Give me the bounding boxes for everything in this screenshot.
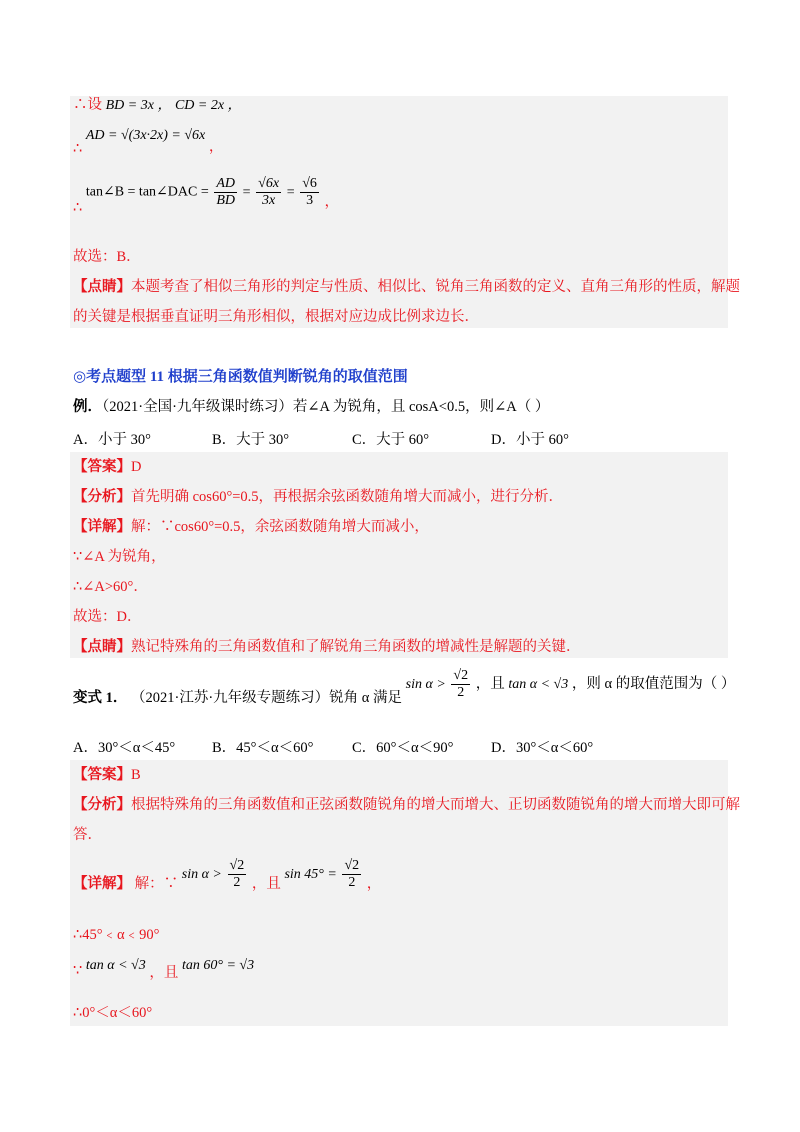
variant-analysis-2: 答．	[73, 827, 102, 843]
example-analysis: 【分析】首先明确 cos60°=0.5，再根据余弦函数随角增大而减小，进行分析．	[73, 489, 564, 505]
example-option-b: B．大于 30°	[212, 432, 290, 448]
block1-line2: ∴ AD = √(3x·2x) = √6x ，	[73, 128, 224, 157]
variant-detail: 【详解】 解：∵ sin α > $\frac{√2}{2}$ ，且 sin 45° = $\frac{√2}{2}$ ，	[73, 858, 382, 892]
block1-line3: ∴ tan∠B = tan∠DAC = $\frac{AD}{BD}$ = $\frac{√6x}{3x}$ = $\frac{√6}{3}$ ，	[73, 176, 340, 216]
variant-option-d: D．30°＜α＜60°	[491, 740, 594, 756]
variant-result-1: ∴45°﹤α﹤90°	[73, 927, 160, 943]
example-option-c: C．大于 60°	[352, 432, 430, 448]
variant-result-3: ∴0°＜α＜60°	[73, 1005, 153, 1021]
section-heading: ◎考点题型 11 根据三角函数值判断锐角的取值范围	[73, 369, 408, 385]
example-question: 例．（2021·全国·九年级课时练习）若∠A 为锐角，且 cosA<0.5，则∠A（ ）	[73, 399, 550, 415]
therefore-symbol: ∴	[73, 141, 83, 157]
block1-line1: ∴设 BD = 3x ， CD = 2x ，	[73, 97, 242, 113]
example-option-d: D．小于 60°	[491, 432, 569, 448]
example-solution-bg	[70, 452, 728, 658]
variant-result-2: ∵ tan α < √3 ，且 tan 60° = √3	[73, 958, 255, 981]
example-step-1: ∵∠A 为锐角，	[73, 549, 166, 565]
block1-answer: 故选：B．	[73, 249, 141, 265]
block1-comment-1: 【点睛】本题考查了相似三角形的判定与性质、相似比、锐角三角函数的定义、直角三角形的性质，解题	[73, 279, 740, 295]
example-detail: 【详解】解：∵cos60°=0.5，余弦函数随角增大而减小，	[73, 519, 429, 535]
variant-question: 变式 1． （2021·江苏·九年级专题练习）锐角 α 满足 sin α > $\frac{√2}{2}$ ，且 tan α < √3 ，则 α 的取值范围为（ ）	[73, 668, 736, 706]
example-option-a: A．小于 30°	[73, 432, 151, 448]
example-step-2: ∴∠A>60°．	[73, 579, 148, 595]
example-answer: 【答案】D	[73, 459, 142, 475]
variant-answer: 【答案】B	[73, 767, 141, 783]
example-comment: 【点睛】熟记特殊角的三角函数值和了解锐角三角函数的增减性是解题的关键．	[73, 639, 581, 655]
variant-analysis-1: 【分析】根据特殊角的三角函数值和正弦函数随锐角的增大而增大、正切函数随锐角的增大而增大即可解	[73, 797, 740, 813]
example-choose: 故选：D．	[73, 609, 142, 625]
block1-comment-2: 的关键是根据垂直证明三角形相似，根据对应边成比例求边长．	[73, 309, 479, 325]
variant-option-b: B．45°＜α＜60°	[212, 740, 314, 756]
variant-option-c: C．60°＜α＜90°	[352, 740, 454, 756]
variant-option-a: A．30°＜α＜45°	[73, 740, 176, 756]
ad-equation: AD = √(3x·2x) = √6x	[85, 128, 206, 143]
